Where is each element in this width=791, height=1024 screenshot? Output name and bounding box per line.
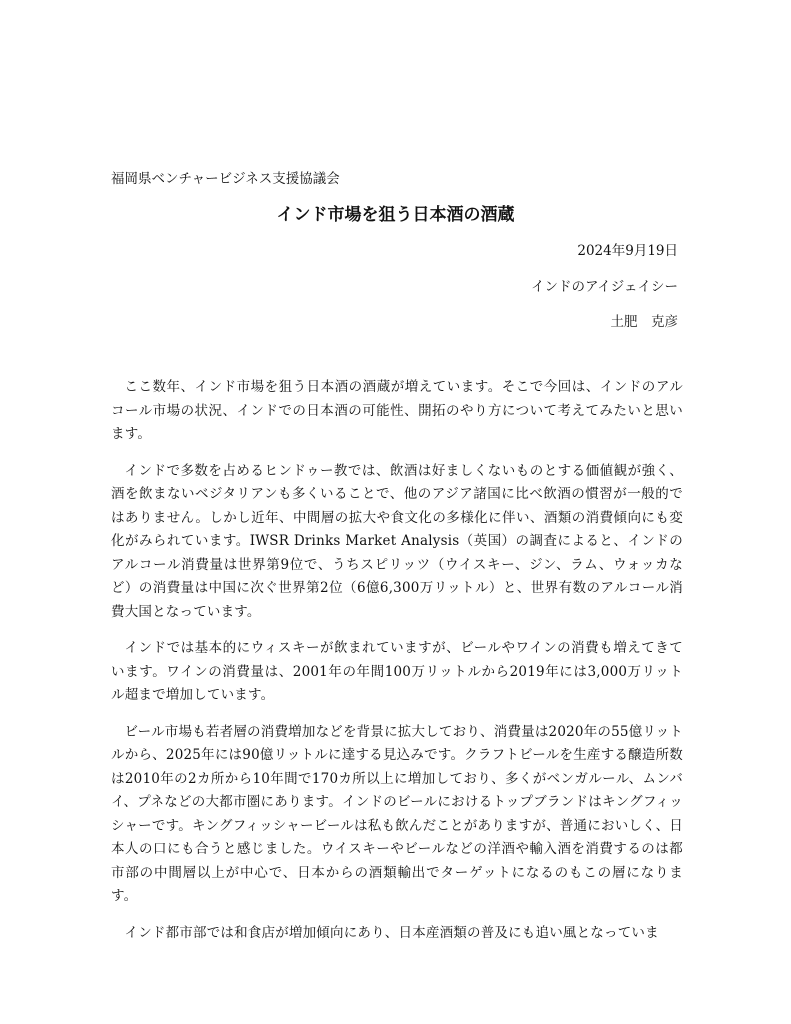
organization-name: 福岡県ベンチャービジネス支援協議会 xyxy=(111,171,340,187)
paragraph-2: インドで多数を占めるヒンドゥー教では、飲酒は好ましくないものとする価値観が強く、酒を飲まないベジタリアンも多くいることで、他のアジア諸国に比べ飲酒の慣習が一般的ではありません。しかし近年、中間層の拡大や食文化の多様化に伴い、酒類の消費傾向にも変化がみられています。IWSR Drinks Market Analysis（英国）の調査によると、インドのアルコール消費量は世界第9位で、うちスピリッツ（ウイスキー、ジン、ラム、ウォッカなど）の消費量は中国に次ぐ世界第2位（6億6,300万リットル）と、世界有数のアルコール消費大国となっています。 xyxy=(111,462,683,620)
paragraph-3: インドでは基本的にウィスキーが飲まれていますが、ビールやワインの消費も増えてきています。ワインの消費量は、2001年の年間100万リットルから2019年には3,000万リットル超まで増加しています。 xyxy=(111,640,683,703)
paragraph-5: インド都市部では和食店が増加傾向にあり、日本産酒類の普及にも追い風となっていま xyxy=(124,924,659,941)
document-title: インド市場を狙う日本酒の酒蔵 xyxy=(276,205,515,225)
company-name: インドのアイジェイシー xyxy=(530,279,678,295)
document-date: 2024年9月19日 xyxy=(577,243,678,259)
paragraph-1: ここ数年、インド市場を狙う日本酒の酒蔵が増えています。そこで今回は、インドのアルコール市場の状況、インドでの日本酒の可能性、開拓のやり方について考えてみたいと思います。 xyxy=(111,379,683,442)
author-name: 土肥 克彦 xyxy=(610,314,678,330)
document-body xyxy=(111,376,683,958)
paragraph-4: ビール市場も若者層の消費増加などを背景に拡大しており、消費量は2020年の55億リットルから、2025年には90億リットルに達する見込みです。クラフトビールを生産する醸造所数は2010年の2カ所から10年間で170カ所以上に増加しており、多くがベンガルール、ムンバイ、プネなどの大都市圏にあります。インドのビールにおけるトップブランドはキングフィッシャーです。キングフィッシャービールは私も飲んだことがありますが、普通においしく、日本人の口にも合うと感じました。ウイスキーやビールなどの洋酒や輸入酒を消費するのは都市部の中間層以上が中心で、日本からの酒類輸出でターゲットになるのもこの層になります。 xyxy=(111,723,683,904)
